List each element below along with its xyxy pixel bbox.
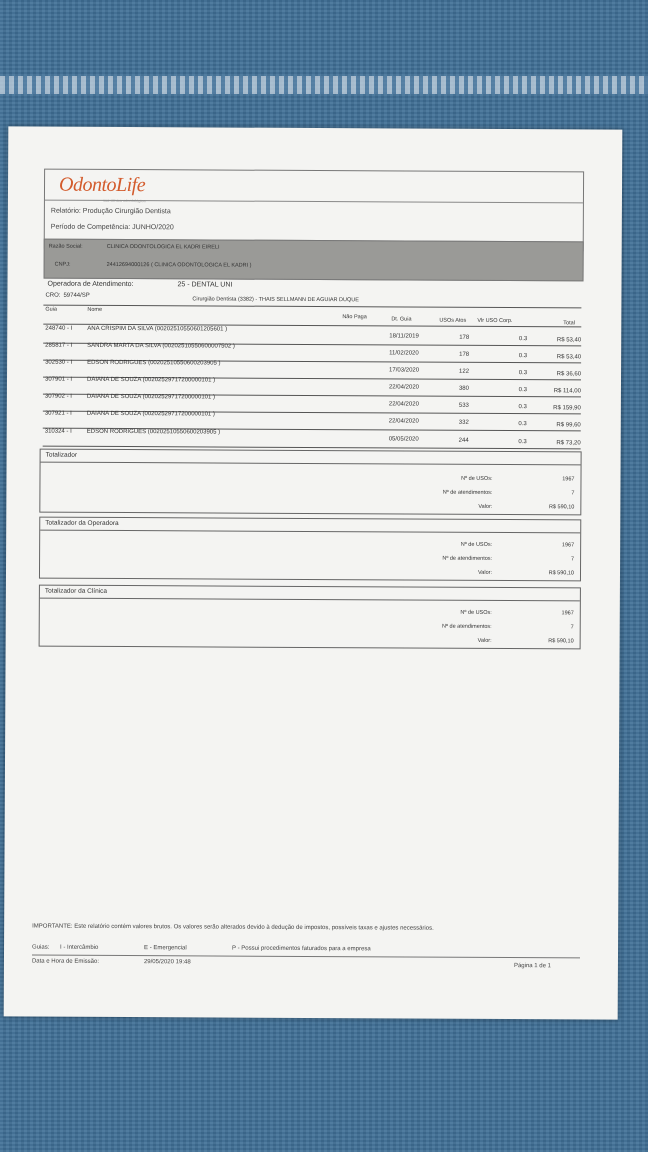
- usos-value: 1967: [562, 476, 575, 483]
- valor-value: R$ 590,10: [548, 504, 575, 511]
- operadora-value: 25 - DENTAL UNI: [177, 281, 233, 289]
- atendimentos-label: Nº de atendimentos:: [442, 555, 493, 562]
- usos-cell: 533: [458, 402, 469, 409]
- operadora-label: Operadora de Atendimento:: [47, 280, 134, 289]
- nome-cell: EDSON RODRIGUES (00202510550600203905 ): [87, 359, 221, 367]
- totalizador-operadora-title: Totalizador da Operadora: [40, 518, 580, 534]
- relatorio-line: [51, 208, 171, 216]
- total-cell: R$ 53,40: [556, 354, 582, 361]
- nome-cell: DAIANA DE SOUZA (00202529717200000101 ): [86, 376, 216, 384]
- periodo-label: Período de Competência:: [50, 223, 131, 232]
- valor-label: Valor:: [477, 637, 492, 644]
- totalizador-title: Totalizador: [41, 450, 581, 466]
- clinic-info-band: [44, 239, 584, 282]
- totalizador-operadora-box: [39, 517, 581, 582]
- page-number: Página 1 de 1: [513, 963, 551, 970]
- vlr-cell: 0.3: [518, 439, 527, 446]
- atendimentos-value: 7: [570, 624, 574, 631]
- dentist-name: Cirurgião Dentista (3382) - THAIS SELLMANN DE AGUIAR DUQUE: [192, 296, 359, 304]
- divider: [32, 955, 580, 959]
- totalizador-box: [39, 449, 581, 516]
- total-cell: R$ 99,60: [556, 422, 581, 429]
- usos-cell: 244: [458, 437, 469, 444]
- usos-value: 1967: [561, 610, 574, 617]
- total-cell: R$ 53,40: [556, 337, 582, 344]
- dt-cell: 22/04/2020: [388, 418, 419, 425]
- valor-label: Valor:: [478, 503, 493, 510]
- relatorio-value: Produção Cirurgião Dentista: [82, 207, 171, 216]
- guias-label: Guias:: [32, 944, 50, 951]
- atendimentos-value: 7: [571, 490, 575, 497]
- col-guia: Guia: [45, 306, 58, 313]
- usos-label: Nº de USOs:: [460, 609, 492, 616]
- usos-cell: 332: [458, 419, 469, 426]
- col-nome: Nome: [87, 306, 103, 313]
- usos-label: Nº de USOs:: [461, 475, 493, 482]
- cro-value: 59744/SP: [63, 292, 90, 299]
- dt-cell: 22/04/2020: [388, 401, 419, 408]
- blanket-fringe: [0, 76, 648, 94]
- vlr-cell: 0.3: [518, 336, 528, 343]
- usos-cell: 122: [459, 368, 470, 375]
- legend-emergencial: E - Emergencial: [144, 945, 187, 952]
- guia-cell: 307901 - I: [44, 376, 73, 383]
- totalizador-clinica-box: [39, 585, 581, 650]
- total-cell: R$ 36,60: [556, 371, 582, 378]
- nome-cell: DAIANA DE SOUZA (00202529717200000101 ): [86, 410, 215, 418]
- guia-cell: 307902 - I: [44, 393, 72, 400]
- relatorio-label: Relatório:: [50, 207, 81, 215]
- valor-value: R$ 590,10: [548, 570, 575, 577]
- col-total: Total: [563, 320, 575, 327]
- total-cell: R$ 114,00: [553, 388, 581, 395]
- atendimentos-value: 7: [570, 556, 575, 563]
- col-usos-atos: USOs Atos: [439, 317, 467, 324]
- nome-cell: DAIANA DE SOUZA (00202529717200000101 ): [86, 393, 216, 401]
- totalizador-clinica-title: Totalizador da Clínica: [40, 586, 580, 602]
- report-page: [4, 126, 623, 1019]
- usos-value: 1967: [561, 542, 575, 549]
- atendimentos-label: Nº de atendimentos:: [442, 489, 493, 496]
- legend-procedimentos: P - Possui procedimentos faturados para a empresa: [232, 945, 371, 953]
- usos-cell: 178: [459, 351, 470, 358]
- emissao-label: Data e Hora de Emissão:: [31, 958, 100, 965]
- guia-cell: 285817 - I: [45, 342, 73, 349]
- logo-tagline: sua clínica odontológica: [102, 197, 146, 204]
- legend-intercambio: I - Intercâmbio: [60, 944, 99, 951]
- usos-label: Nº de USOs:: [460, 541, 493, 548]
- usos-cell: 380: [458, 385, 469, 392]
- cro-label: CRO:: [45, 292, 61, 299]
- total-cell: R$ 73,20: [556, 440, 581, 447]
- valor-label: Valor:: [478, 569, 493, 576]
- guia-cell: 248740 - I: [45, 325, 73, 332]
- divider: [43, 305, 581, 309]
- guia-cell: 307921 - I: [44, 410, 72, 417]
- vlr-cell: 0.3: [518, 404, 527, 411]
- vlr-cell: 0.3: [518, 353, 528, 360]
- dt-cell: 22/04/2020: [388, 384, 420, 391]
- odontolife-logo: OdontoLife: [58, 173, 146, 197]
- col-nao-paga: Não Paga: [342, 314, 367, 321]
- nome-cell: ANA CRISPIM DA SILVA (00202510550601205601 ): [87, 325, 228, 333]
- nome-cell: EDSON RODRIGUES (00202510550600203905 ): [86, 428, 221, 436]
- nome-cell: SANDRA MARTA DA SILVA (00202510550600007502 ): [87, 342, 235, 350]
- dt-cell: 17/03/2020: [389, 367, 420, 374]
- periodo-value: JUNHO/2020: [132, 224, 174, 232]
- col-dt-guia: Dt. Guia: [391, 316, 412, 323]
- cnpj-value: 24412694000126 ( CLINICA ODONTOLOGICA EL KADRI ): [106, 261, 252, 269]
- periodo-line: [51, 224, 174, 232]
- vlr-cell: 0.3: [518, 387, 527, 394]
- atendimentos-label: Nº de atendimentos:: [441, 623, 492, 630]
- col-vlr-uso: Vlr USO Corp.: [477, 317, 513, 325]
- dt-cell: 18/11/2019: [389, 333, 419, 340]
- cnpj-label: CNPJ:: [54, 261, 71, 268]
- valor-value: R$ 590,10: [548, 638, 574, 645]
- vlr-cell: 0.3: [518, 421, 527, 428]
- usos-cell: 178: [459, 334, 470, 341]
- total-cell: R$ 159,90: [553, 405, 581, 412]
- dt-cell: 11/02/2020: [389, 350, 419, 357]
- guia-cell: 310324 - I: [44, 428, 72, 435]
- important-note: IMPORTANTE: Este relatório contém valores brutos. Os valores serão alterados devido à dedução de impostos, possíveis taxas e ajustes necessários.: [32, 923, 434, 932]
- razao-value: CLINICA ODONTOLOGICA EL KADRI EIRELI: [106, 243, 220, 251]
- razao-label: Razão Social:: [48, 243, 83, 250]
- emissao-value: 29/05/2020 19:48: [143, 959, 191, 966]
- vlr-cell: 0.3: [518, 370, 528, 377]
- guia-cell: 302530 - I: [45, 359, 73, 366]
- dt-cell: 05/05/2020: [388, 436, 419, 443]
